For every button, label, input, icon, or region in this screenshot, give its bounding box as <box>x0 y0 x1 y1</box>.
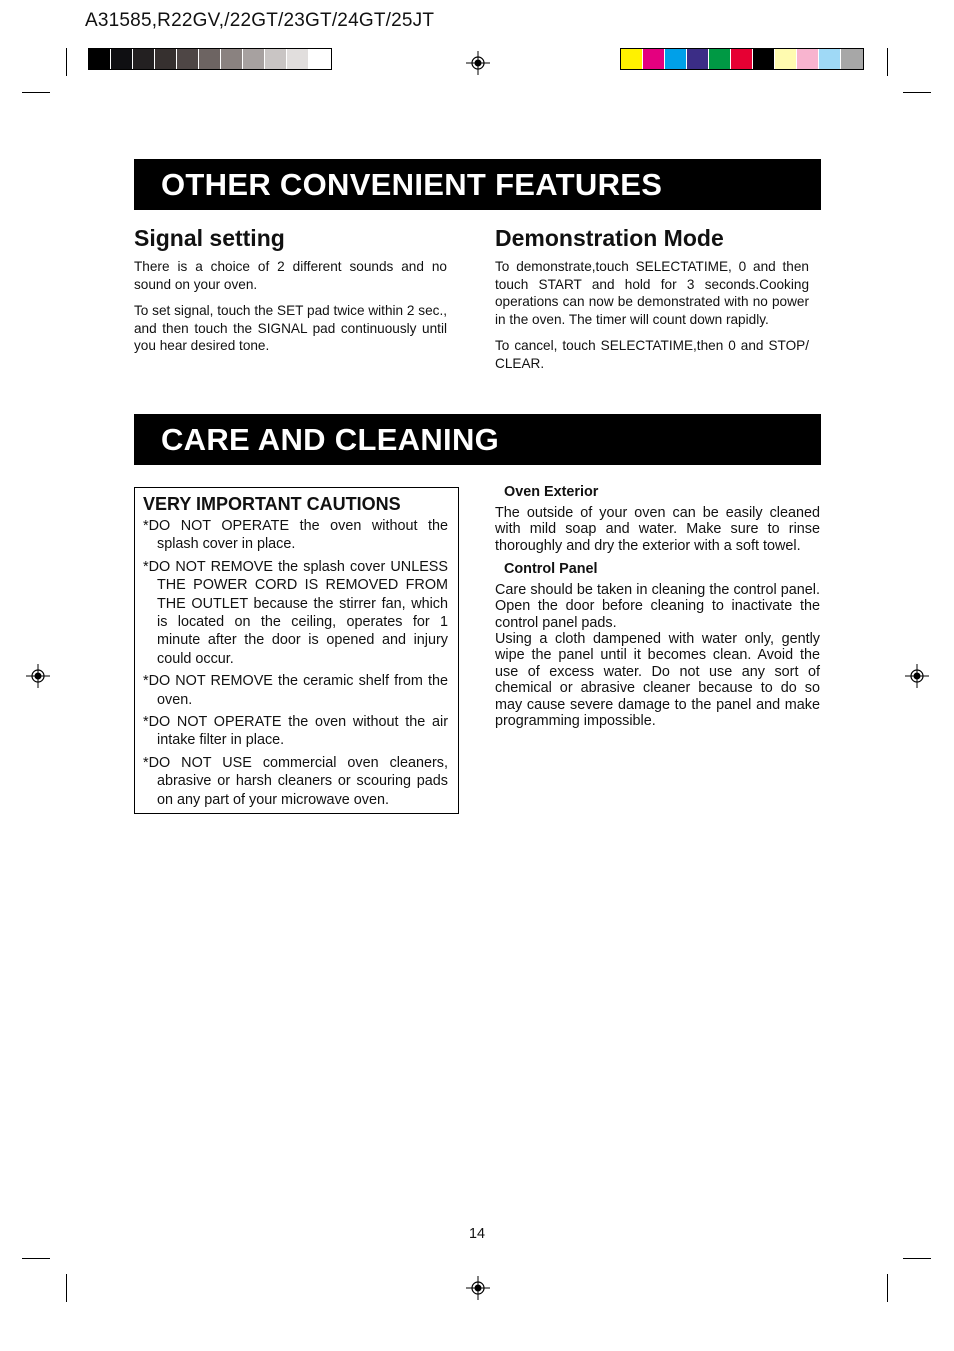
crop-mark <box>66 48 67 76</box>
registration-mark-icon <box>466 1276 490 1300</box>
color-swatch <box>709 49 731 69</box>
control-panel-text: Care should be taken in cleaning the control panel. Open the door before cleaning to inactivate the control panel pads. <box>495 582 820 631</box>
color-swatch <box>111 49 133 69</box>
color-swatch <box>841 49 863 69</box>
page-number: 14 <box>468 1226 485 1242</box>
color-swatch <box>731 49 753 69</box>
gray-swatch-bar <box>88 48 332 70</box>
color-swatch <box>177 49 199 69</box>
color-swatch <box>819 49 841 69</box>
color-swatch <box>309 49 331 69</box>
color-swatch <box>287 49 309 69</box>
cautions-box <box>134 487 459 814</box>
crop-mark <box>887 48 888 76</box>
cautions-title: VERY IMPORTANT CAUTIONS <box>143 494 401 514</box>
crop-mark <box>22 1258 50 1259</box>
demonstration-mode-text: To demonstrate,touch SELECTATIME, 0 and then touch START and hold for 3 seconds.Cooking operations can now be demonstrated with no power in the oven. The timer will count down rapidly. <box>495 259 809 327</box>
color-swatch-bar <box>620 48 864 70</box>
color-swatch <box>155 49 177 69</box>
caution-item: *DO NOT USE commercial oven cleaners, abrasive or harsh cleaners or scouring pads on any part of your microwave oven. <box>143 754 448 808</box>
color-swatch <box>265 49 287 69</box>
color-swatch <box>753 49 775 69</box>
crop-mark <box>887 1274 888 1302</box>
color-swatch <box>221 49 243 69</box>
crop-mark <box>22 92 50 93</box>
demonstration-mode-text: To cancel, touch SELECTATIME,then 0 and STOP/ CLEAR. <box>495 338 809 371</box>
color-swatch <box>687 49 709 69</box>
color-swatch <box>199 49 221 69</box>
signal-setting-text: There is a choice of 2 different sounds and no sound on your oven. <box>134 259 447 292</box>
crop-mark <box>66 1274 67 1302</box>
color-swatch <box>775 49 797 69</box>
caution-item: *DO NOT OPERATE the oven without the splash cover in place. <box>143 518 448 553</box>
color-swatch <box>243 49 265 69</box>
oven-exterior-text: The outside of your oven can be easily cleaned with mild soap and water. Make sure to rinse thoroughly and dry the exterior with a soft towel. <box>495 505 820 554</box>
registration-mark-icon <box>905 664 929 688</box>
color-swatch <box>665 49 687 69</box>
color-swatch <box>643 49 665 69</box>
crop-mark <box>903 1258 931 1259</box>
demonstration-mode-heading: Demonstration Mode <box>495 225 724 251</box>
control-panel-text: Using a cloth dampened with water only, gently wipe the panel until it becomes clean. Avoid the use of excess water. Do not use any sort of chemical or abrasive cleaner because to do so may cause severe damage to the panel and make programming impossible. <box>495 631 820 730</box>
color-swatch <box>89 49 111 69</box>
registration-mark-icon <box>26 664 50 688</box>
color-swatch <box>621 49 643 69</box>
section-title-care-cleaning: CARE AND CLEANING <box>134 414 821 465</box>
color-swatch <box>797 49 819 69</box>
caution-item: *DO NOT OPERATE the oven without the air intake filter in place. <box>143 714 448 749</box>
section-title-other-features: OTHER CONVENIENT FEATURES <box>134 159 821 210</box>
signal-setting-heading: Signal setting <box>134 225 285 251</box>
crop-mark <box>903 92 931 93</box>
oven-exterior-heading: Oven Exterior <box>504 484 599 500</box>
caution-item: *DO NOT REMOVE the splash cover UNLESS THE POWER CORD IS REMOVED FROM THE OUTLET because the stirrer fan, which is located on the ceiling, operates for 1 minute after the door is opened and injury could occur. <box>143 558 448 667</box>
signal-setting-text: To set signal, touch the SET pad twice within 2 sec., and then touch the SIGNAL pad continuously until you hear desired tone. <box>134 303 447 354</box>
control-panel-heading: Control Panel <box>504 561 598 577</box>
model-code: A31585,R22GV,/22GT/23GT/24GT/25JT <box>85 10 435 31</box>
caution-item: *DO NOT REMOVE the ceramic shelf from the oven. <box>143 673 448 708</box>
color-swatch <box>133 49 155 69</box>
registration-mark-icon <box>466 51 490 75</box>
